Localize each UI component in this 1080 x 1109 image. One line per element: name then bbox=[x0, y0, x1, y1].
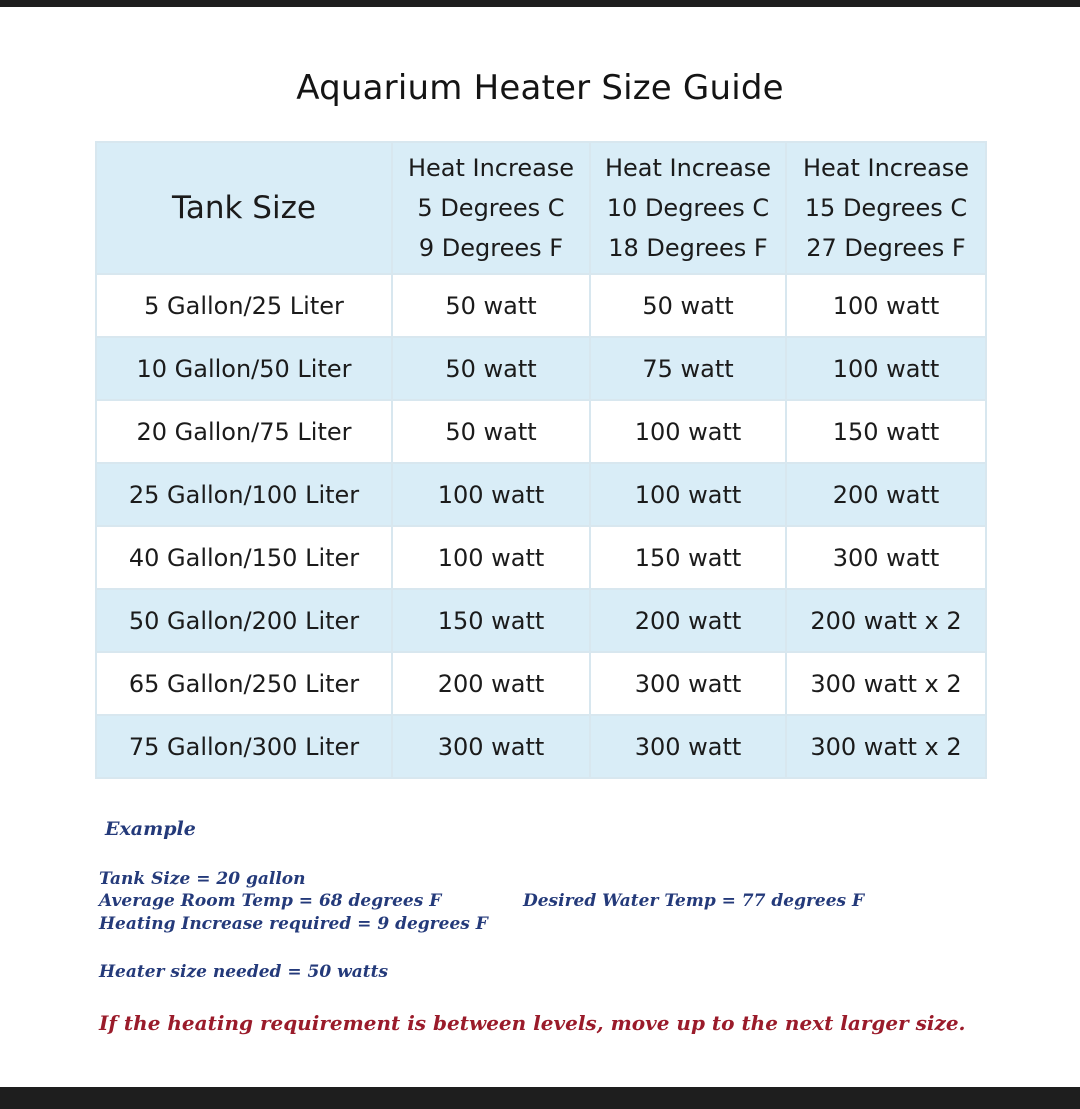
tank-size-cell: 10 Gallon/50 Liter bbox=[96, 337, 392, 400]
wattage-cell: 300 watt bbox=[786, 526, 986, 589]
tank-size-cell: 75 Gallon/300 Liter bbox=[96, 715, 392, 778]
column-header-line: 18 Degrees F bbox=[608, 234, 768, 262]
column-header-line: Heat Increase bbox=[407, 154, 575, 182]
table-row bbox=[96, 526, 986, 589]
tank-size-cell: 40 Gallon/150 Liter bbox=[96, 526, 392, 589]
column-header-line: 15 Degrees C bbox=[804, 194, 968, 222]
wattage-cell: 150 watt bbox=[392, 589, 590, 652]
heater-size-table bbox=[95, 141, 987, 779]
wattage-cell: 50 watt bbox=[392, 274, 590, 337]
column-header-line: 10 Degrees C bbox=[606, 194, 770, 222]
table-row bbox=[96, 715, 986, 778]
wattage-cell: 50 watt bbox=[392, 400, 590, 463]
wattage-cell: 50 watt bbox=[392, 337, 590, 400]
wattage-cell: 300 watt bbox=[590, 715, 786, 778]
tank-size-cell: 25 Gallon/100 Liter bbox=[96, 463, 392, 526]
column-header bbox=[786, 142, 986, 274]
wattage-cell: 150 watt bbox=[786, 400, 986, 463]
tank-size-cell: 20 Gallon/75 Liter bbox=[96, 400, 392, 463]
tank-size-cell: 50 Gallon/200 Liter bbox=[96, 589, 392, 652]
example-desired-temp: Desired Water Temp = 77 degrees F bbox=[523, 891, 865, 911]
column-header-line: 9 Degrees F bbox=[418, 234, 564, 262]
wattage-cell: 50 watt bbox=[590, 274, 786, 337]
table-row bbox=[96, 589, 986, 652]
table-row bbox=[96, 274, 986, 337]
tank-size-cell: 65 Gallon/250 Liter bbox=[96, 652, 392, 715]
example-heading: Example bbox=[105, 818, 196, 840]
wattage-cell: 100 watt bbox=[590, 400, 786, 463]
wattage-cell: 100 watt bbox=[392, 526, 590, 589]
table-row bbox=[96, 652, 986, 715]
wattage-cell: 200 watt bbox=[786, 463, 986, 526]
table-row bbox=[96, 400, 986, 463]
table-row bbox=[96, 463, 986, 526]
example-heating-increase: Heating Increase required = 9 degrees F bbox=[99, 914, 488, 934]
wattage-cell: 300 watt bbox=[590, 652, 786, 715]
example-heater-needed: Heater size needed = 50 watts bbox=[99, 962, 389, 982]
tank-size-header-label: Tank Size bbox=[172, 190, 316, 226]
column-header bbox=[590, 142, 786, 274]
example-note: If the heating requirement is between levels, move up to the next larger size. bbox=[99, 1011, 966, 1035]
wattage-cell: 100 watt bbox=[786, 337, 986, 400]
wattage-cell: 75 watt bbox=[590, 337, 786, 400]
column-header-line: 5 Degrees C bbox=[417, 194, 565, 222]
wattage-cell: 200 watt bbox=[392, 652, 590, 715]
column-header-line: Heat Increase bbox=[604, 154, 772, 182]
table-header-row bbox=[96, 142, 986, 274]
column-header-line: 27 Degrees F bbox=[806, 234, 966, 262]
column-header bbox=[392, 142, 590, 274]
wattage-cell: 300 watt x 2 bbox=[786, 715, 986, 778]
column-header-line: Heat Increase bbox=[802, 154, 970, 182]
top-frame-bar bbox=[0, 0, 1080, 7]
page-title: Aquarium Heater Size Guide bbox=[296, 68, 784, 108]
wattage-cell: 100 watt bbox=[392, 463, 590, 526]
example-tank-size: Tank Size = 20 gallon bbox=[99, 869, 306, 889]
tank-size-cell: 5 Gallon/25 Liter bbox=[96, 274, 392, 337]
wattage-cell: 200 watt bbox=[590, 589, 786, 652]
table-row bbox=[96, 337, 986, 400]
wattage-cell: 150 watt bbox=[590, 526, 786, 589]
wattage-cell: 300 watt x 2 bbox=[786, 652, 986, 715]
tank-size-header bbox=[96, 142, 392, 274]
wattage-cell: 200 watt x 2 bbox=[786, 589, 986, 652]
wattage-cell: 100 watt bbox=[786, 274, 986, 337]
example-room-temp: Average Room Temp = 68 degrees F bbox=[99, 891, 442, 911]
bottom-frame-bar bbox=[0, 1087, 1080, 1109]
wattage-cell: 300 watt bbox=[392, 715, 590, 778]
wattage-cell: 100 watt bbox=[590, 463, 786, 526]
